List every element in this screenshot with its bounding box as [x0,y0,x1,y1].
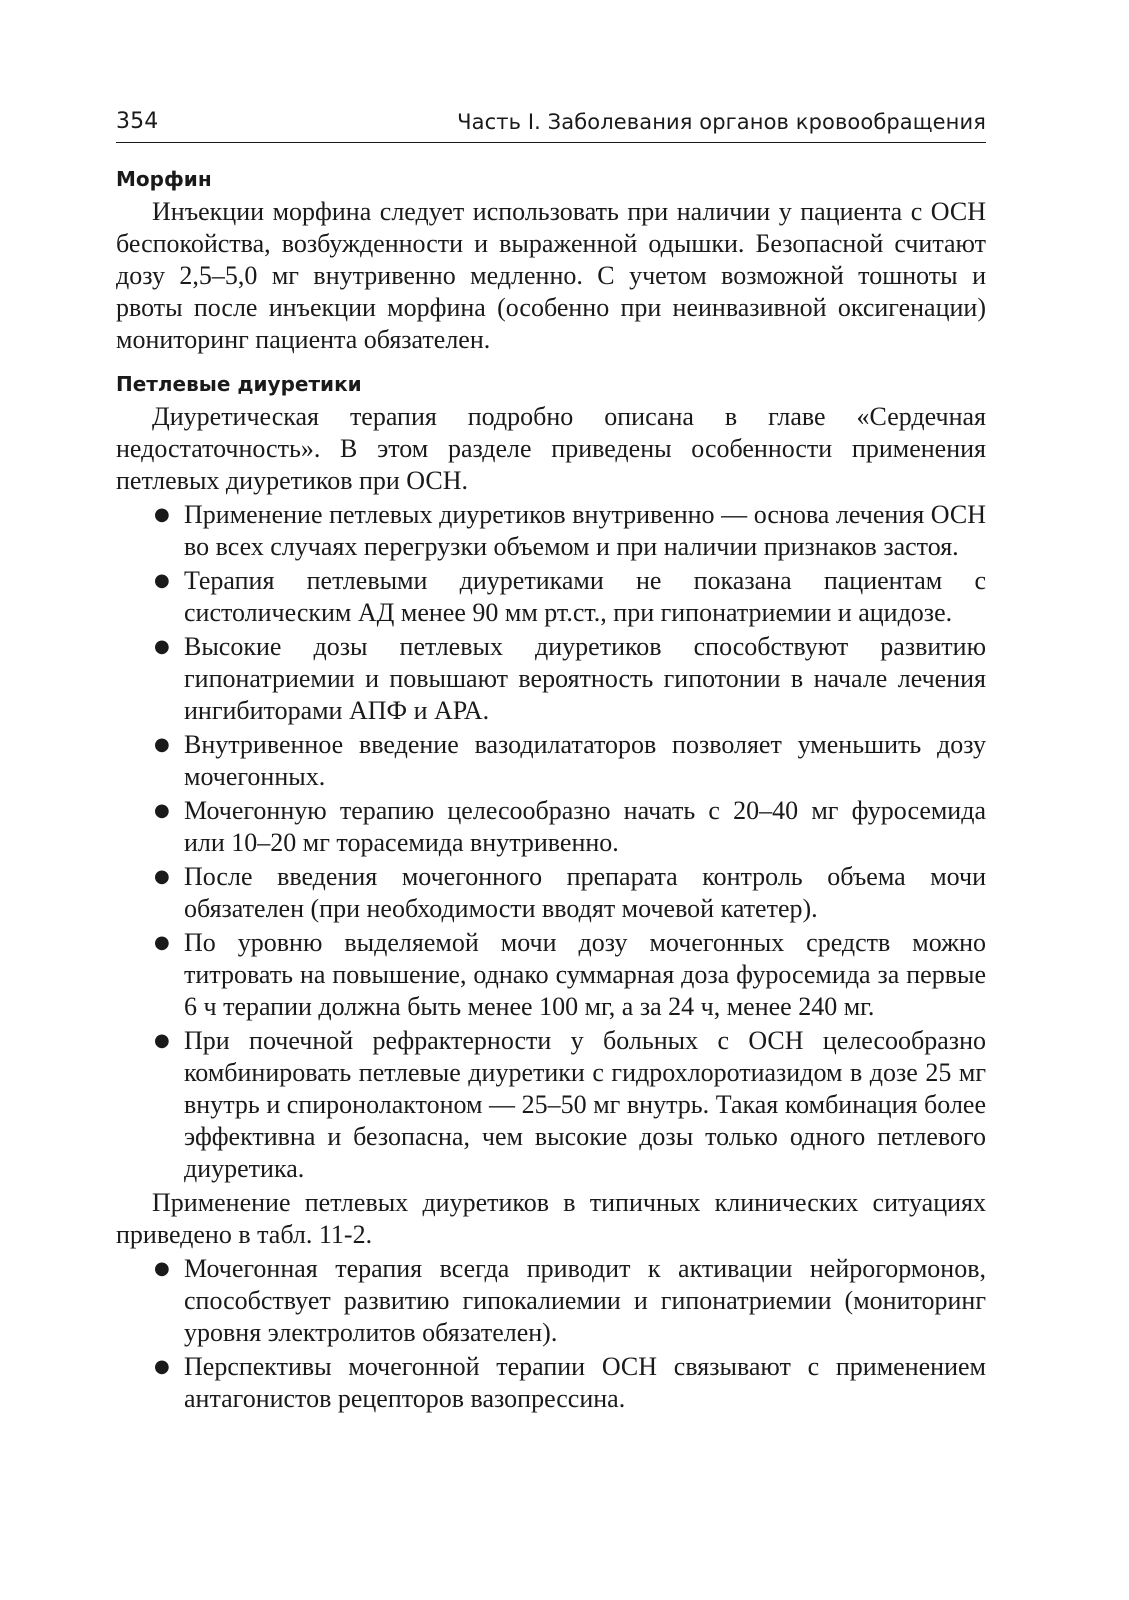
list-item [116,927,986,1023]
list-item-text: Внутривенное введение вазодилататоров позволяет уменьшить дозу мочегонных. [184,730,986,791]
bullet-icon: ● [154,734,170,755]
document-page [116,108,986,1415]
list-item [116,1025,986,1185]
bullet-icon: ● [154,636,170,657]
list-item [116,1253,986,1349]
bullet-icon: ● [154,866,170,887]
section-heading-morphine: Морфин [116,167,212,191]
list-item-text: Высокие дозы петлевых диуретиков способствуют развитию гипонатриемии и повышают вероятность гипотонии в начале лечения ингибиторами АПФ и АРА. [184,632,986,725]
running-title: Часть I. Заболевания органов кровообращения [457,110,986,134]
list-item-text: Перспективы мочегонной терапии ОСН связывают с применением антагонистов рецепторов вазопрессина. [184,1352,986,1413]
bullet-icon: ● [154,1030,170,1051]
list-item [116,631,986,727]
running-header [116,108,986,143]
bullet-icon: ● [154,800,170,821]
list-item-text: При почечной рефрактерности у больных с ОСН целесообразно комбинировать петлевые диуретики с гидрохлоротиазидом в дозе 25 мг внутрь и спиронолактоном — 25–50 мг внутрь. Такая комбинация более эффективна и безопасна, чем высокие дозы только одного петлевого диуретика. [184,1026,986,1183]
bullet-icon: ● [154,570,170,591]
list-item-text: После введения мочегонного препарата контроль объема мочи обязателен (при необходимости вводят мочевой катетер). [184,862,986,923]
bullet-icon: ● [154,504,170,525]
list-item-text: Мочегонную терапию целесообразно начать с 20–40 мг фуросемида или 10–20 мг торасемида внутривенно. [184,796,986,857]
list-item [116,499,986,563]
list-item-text: По уровню выделяемой мочи дозу мочегонных средств можно титровать на повышение, однако суммарная доза фуросемида за первые 6 ч терапии должна быть менее 100 мг, а за 24 ч, менее 240 мг. [184,928,986,1021]
list-item [116,729,986,793]
list-item [116,565,986,629]
list-item [116,1351,986,1415]
bullet-icon: ● [154,932,170,953]
morphine-paragraph: Инъекции морфина следует использовать при наличии у пациента с ОСН беспокойства, возбужденности и выраженной одышки. Безопасной считают дозу 2,5–5,0 мг внутривенно медленно. С учетом возможной тошноты и рвоты после инъекции морфина (особенно при неинвазивной оксигенации) мониторинг пациента обязателен. [116,197,986,354]
bullet-icon: ● [154,1258,170,1279]
section-heading-loop-diuretics: Петлевые диуретики [116,372,362,396]
list-item [116,861,986,925]
diuretics-bullet-list-2 [116,1253,986,1415]
list-item-text: Мочегонная терапия всегда приводит к активации нейрогормонов, способствует развитию гипокалиемии и гипонатриемии (мониторинг уровня электролитов обязателен). [184,1254,986,1347]
diuretics-intro-paragraph: Диуретическая терапия подробно описана в главе «Сердечная недостаточность». В этом разделе приведены особенности применения петлевых диуретиков при ОСН. [116,402,986,495]
table-reference-paragraph: Применение петлевых диуретиков в типичных клинических ситуациях приведено в табл. 11-2. [116,1188,986,1249]
page-number: 354 [116,109,159,134]
list-item-text: Применение петлевых диуретиков внутривенно — основа лечения ОСН во всех случаях перегрузки объемом и при наличии признаков застоя. [184,500,986,561]
list-item [116,795,986,859]
diuretics-bullet-list [116,499,986,1185]
list-item-text: Терапия петлевыми диуретиками не показана пациентам с систолическим АД менее 90 мм рт.ст., при гипонатриемии и ацидозе. [184,566,986,627]
bullet-icon: ● [154,1356,170,1377]
